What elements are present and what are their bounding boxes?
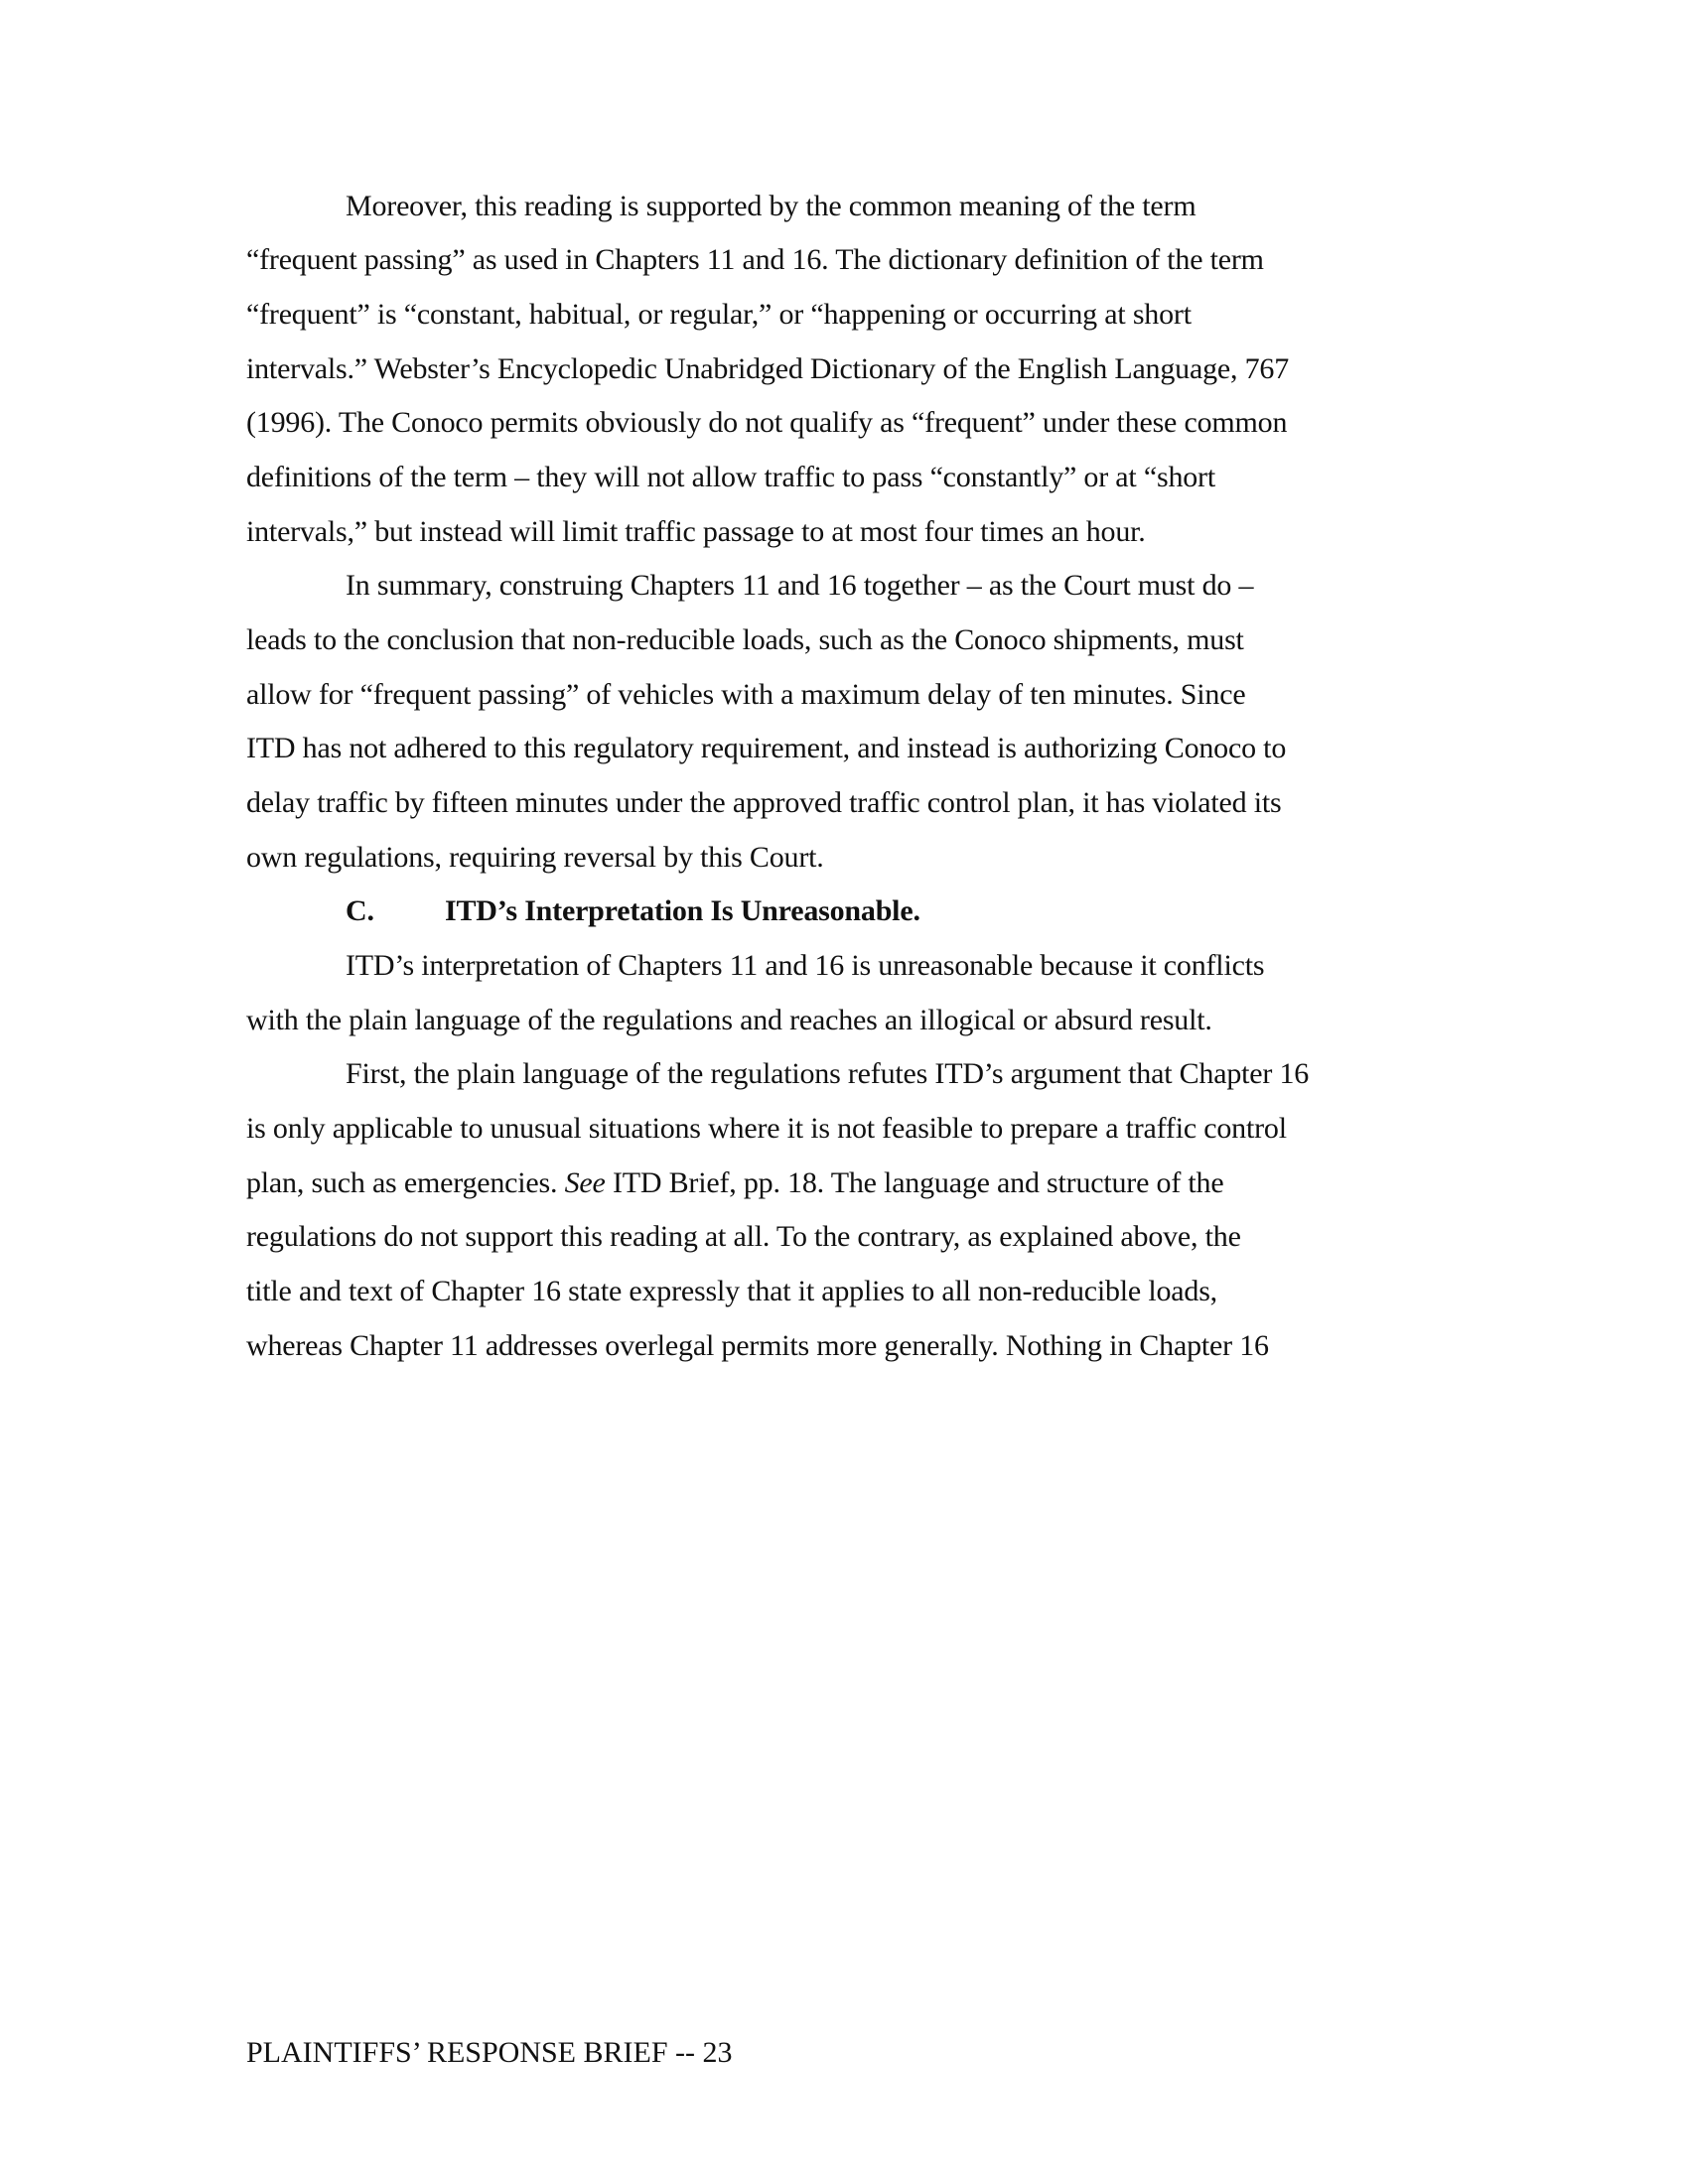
text-line: leads to the conclusion that non-reducible loads, such as the Conoco shipments, must xyxy=(246,623,1244,656)
text-line: intervals,” but instead will limit traffic passage to at most four times an hour. xyxy=(246,515,1146,548)
text-line: In summary, construing Chapters 11 and 16 together – as the Court must do – xyxy=(346,569,1254,602)
text-line: ITD’s interpretation of Chapters 11 and 16 is unreasonable because it conflicts xyxy=(346,949,1265,982)
text-segment: ITD Brief, pp. 18. The language and structure of the xyxy=(605,1166,1224,1199)
text-line: First, the plain language of the regulations refutes ITD’s argument that Chapter 16 xyxy=(346,1057,1310,1090)
text-line: ITD has not adhered to this regulatory requirement, and instead is authorizing Conoco to xyxy=(246,732,1287,764)
text-line: intervals.” Webster’s Encyclopedic Unabridged Dictionary of the English Language, 767 xyxy=(246,352,1289,385)
text-line: own regulations, requiring reversal by this Court. xyxy=(246,841,824,874)
citation-signal: See xyxy=(564,1166,606,1199)
text-line: allow for “frequent passing” of vehicles with a maximum delay of ten minutes. Since xyxy=(246,678,1246,711)
text-line: whereas Chapter 11 addresses overlegal permits more generally. Nothing in Chapter 16 xyxy=(246,1329,1269,1362)
page-footer: PLAINTIFFS’ RESPONSE BRIEF -- 23 xyxy=(246,2036,733,2069)
text-line: “frequent” is “constant, habitual, or regular,” or “happening or occurring at short xyxy=(246,298,1192,331)
text-segment: plan, such as emergencies. xyxy=(246,1166,565,1199)
section-heading xyxy=(346,893,920,929)
text-line: regulations do not support this reading at all. To the contrary, as explained above, the xyxy=(246,1220,1241,1253)
text-line: delay traffic by fifteen minutes under the approved traffic control plan, it has violated its xyxy=(246,786,1282,819)
text-line: definitions of the term – they will not allow traffic to pass “constantly” or at “short xyxy=(246,461,1215,493)
text-line: is only applicable to unusual situations where it is not feasible to prepare a traffic control xyxy=(246,1112,1287,1145)
text-line: title and text of Chapter 16 state expressly that it applies to all non-reducible loads, xyxy=(246,1275,1217,1307)
text-line-with-citation xyxy=(246,1165,1223,1201)
text-line: (1996). The Conoco permits obviously do not qualify as “frequent” under these common xyxy=(246,406,1288,439)
text-line: “frequent passing” as used in Chapters 11 and 16. The dictionary definition of the term xyxy=(246,243,1264,276)
text-line: Moreover, this reading is supported by the common meaning of the term xyxy=(346,190,1196,222)
text-line: with the plain language of the regulations and reaches an illogical or absurd result. xyxy=(246,1004,1212,1036)
section-heading-letter: C. xyxy=(346,894,374,927)
section-heading-title: ITD’s Interpretation Is Unreasonable. xyxy=(445,894,920,927)
